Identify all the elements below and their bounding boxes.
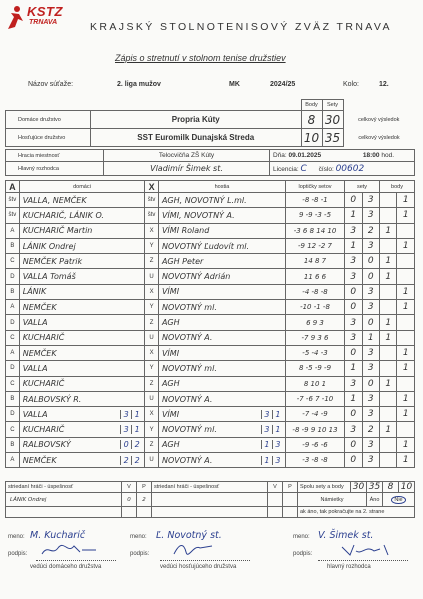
home-body: 8: [301, 111, 322, 129]
home-player: NEMČEK: [19, 300, 144, 315]
guest-point: [397, 315, 415, 330]
home-sets: 3: [345, 376, 362, 391]
time-unit: hod.: [381, 152, 394, 159]
set-scores: -4 -8 -8: [285, 284, 344, 299]
match-order-guest: U: [145, 453, 159, 468]
set-scores: 14 8 7: [285, 254, 344, 269]
match-order-home: A: [6, 300, 20, 315]
match-order-home: B: [6, 284, 20, 299]
competition-group: MK: [229, 81, 240, 88]
guest-player: NOVOTNÝ ml.: [158, 361, 285, 376]
home-sets: 1: [345, 238, 362, 253]
set-scores: 9 -9 -3 -5: [285, 208, 344, 223]
referee-signature: [170, 540, 220, 558]
guest-player-summary: [261, 425, 283, 434]
match-row: [6, 269, 415, 284]
match-row: [6, 361, 415, 376]
guest-leader-name-label: meno:: [293, 534, 310, 540]
total-home-points: 8: [383, 482, 399, 493]
set-scores: -8 -8 -1: [285, 193, 344, 208]
set-scores: 11 6 6: [285, 269, 344, 284]
guest-sets: 3: [362, 361, 379, 376]
referee-sign-line: [160, 560, 250, 561]
organization-title: KRAJSKÝ STOLNOTENISOVÝ ZVÄZ TRNAVA: [90, 21, 392, 33]
match-row: [6, 391, 415, 406]
guest-point: [397, 330, 415, 345]
match-order-home: D: [6, 269, 20, 284]
col-sety-result: sety: [345, 181, 380, 193]
venue: Telocvičňa ZŠ Kúty: [104, 150, 270, 162]
home-v-label: V: [122, 482, 137, 493]
home-result-label: celkový výsledok: [358, 116, 400, 123]
referee-name: Vladimír Šimek st.: [104, 162, 270, 176]
total-home-sets: 30: [351, 482, 367, 493]
match-row: [6, 437, 415, 452]
set-scores: -7 -6 7 -10: [285, 391, 344, 406]
guest-sets: 1: [362, 330, 379, 345]
home-sets: 3: [345, 269, 362, 284]
home-player: RALBOVSKÝ 0 2: [19, 437, 144, 452]
match-row: [6, 330, 415, 345]
home-sets: 0: [345, 437, 362, 452]
home-player: KUCHARIČ, LÁNIK O.: [19, 208, 144, 223]
total-guest-sets: 35: [367, 482, 383, 493]
match-order-guest: U: [145, 330, 159, 345]
home-sets: 3: [345, 422, 362, 437]
match-row: [6, 376, 415, 391]
home-player-wins: 3: [120, 410, 131, 419]
referee-sign-name: Ľ. Novotný st.: [156, 530, 222, 541]
home-point: [379, 238, 396, 253]
match-order-home: D: [6, 407, 20, 422]
match-order-guest: Z: [145, 254, 159, 269]
total-guest-points: 10: [399, 482, 415, 493]
guest-sets: 3: [362, 407, 379, 422]
home-player-summary: [120, 410, 142, 419]
guest-player: AGH 1 3: [158, 437, 285, 452]
referee-label: Hlavný rozhodca: [6, 162, 104, 176]
guest-point: [397, 422, 415, 437]
home-point: [379, 208, 396, 223]
match-row: [6, 453, 415, 468]
number-label: číslo:: [318, 165, 334, 173]
guest-sign-label: podpis:: [293, 551, 313, 557]
match-order-home: A: [6, 453, 20, 468]
time: 18:00: [362, 152, 380, 159]
guest-player: NOVOTNÝ Adrián: [158, 269, 285, 284]
referee-sign-label: podpis:: [130, 551, 150, 557]
home-player: KUCHARIČ 3 1: [19, 422, 144, 437]
guest-player: AGH: [158, 315, 285, 330]
home-player-wins: 2: [120, 456, 131, 465]
form-subtitle: Zápis o stretnutí v stolnom tenise družstiev: [115, 53, 286, 63]
home-team: Propria Kúty: [91, 111, 302, 129]
guest-player: NOVOTNÝ A. 1 3: [158, 453, 285, 468]
guest-player: NOVOTNÝ ml. 3 1: [158, 422, 285, 437]
col-domaci: domáci: [19, 181, 144, 193]
set-scores: -3 6 8 14 10: [285, 223, 344, 238]
set-scores: -7 9 3 6: [285, 330, 344, 345]
match-row: [6, 238, 415, 253]
round-label: Kolo:: [343, 81, 359, 88]
home-sign-line: [36, 560, 116, 561]
set-scores: -9 -6 -6: [285, 437, 344, 452]
logo-main: KSTZ: [27, 4, 63, 19]
guest-body: 10: [301, 129, 322, 147]
guest-point: 1: [397, 193, 415, 208]
home-point: 1: [379, 422, 396, 437]
home-player: VALLA, NEMČEK: [19, 193, 144, 208]
kstz-logo: [5, 5, 77, 35]
home-sets: 3: [345, 223, 362, 238]
home-player: VALLA: [19, 361, 144, 376]
match-order-guest: Y: [145, 422, 159, 437]
home-point: [379, 391, 396, 406]
guest-player: VÍMI, NOVOTNÝ A.: [158, 208, 285, 223]
home-point: 1: [379, 254, 396, 269]
home-p-label: P: [137, 482, 152, 493]
home-sets: 3: [345, 254, 362, 269]
home-player: KUCHARIČ: [19, 376, 144, 391]
guest-sets: 3: [362, 300, 379, 315]
totals-label: Spolu sety a body: [298, 482, 351, 493]
guest-player-summary: [261, 440, 283, 449]
matches-table: [5, 180, 415, 468]
player-silhouette-icon: [5, 5, 27, 31]
home-player-losses: 1: [131, 425, 142, 434]
home-sets: 3: [345, 315, 362, 330]
set-scores: -5 -4 -3: [285, 345, 344, 360]
match-order-guest: Z: [145, 315, 159, 330]
set-scores: -10 -1 -8: [285, 300, 344, 315]
match-order-home: C: [6, 376, 20, 391]
home-leader-signature: [40, 542, 100, 558]
set-scores: 8 -5 -9 -9: [285, 361, 344, 376]
guest-sets: 3: [362, 345, 379, 360]
home-sets: 0: [345, 284, 362, 299]
protest-no: Nie: [383, 493, 415, 507]
set-scores: 6 9 3: [285, 315, 344, 330]
match-order-home: C: [6, 254, 20, 269]
match-order-guest: štv: [145, 208, 159, 223]
home-player: LÁNIK: [19, 284, 144, 299]
home-player-summary: [120, 456, 142, 465]
home-player: VALLA 3 1: [19, 407, 144, 422]
guest-point: 1: [397, 208, 415, 223]
set-scores: -3 -8 -8: [285, 453, 344, 468]
substitutes-table: [5, 481, 415, 518]
home-point: [379, 284, 396, 299]
guest-point: [397, 269, 415, 284]
guest-sets: 3: [362, 391, 379, 406]
match-order-guest: štv: [145, 193, 159, 208]
guest-leader-signature: [340, 541, 400, 559]
match-row: [6, 208, 415, 223]
col-a: A: [6, 181, 20, 193]
guest-point: 1: [397, 391, 415, 406]
match-order-guest: X: [145, 345, 159, 360]
match-row: [6, 345, 415, 360]
col-x: X: [145, 181, 159, 193]
home-sets: 0: [345, 300, 362, 315]
guest-leader-caption: vedúci hosťujúceho družstva: [160, 564, 237, 570]
guest-player-losses: 1: [272, 410, 283, 419]
home-player: KUCHARIČ Martin: [19, 223, 144, 238]
match-order-home: štv: [6, 193, 20, 208]
home-player-losses: 2: [131, 456, 142, 465]
guest-player-wins: 3: [261, 425, 272, 434]
guest-point: 1: [397, 407, 415, 422]
protest-note: ak áno, tak pokračujte na 2. strane: [298, 507, 415, 518]
guest-sets: 3: [362, 238, 379, 253]
home-point: [379, 361, 396, 376]
guest-point: 1: [397, 300, 415, 315]
home-point: 1: [379, 315, 396, 330]
home-sets: 3: [345, 330, 362, 345]
guest-sign-line: [318, 560, 408, 561]
match-order-home: B: [6, 391, 20, 406]
guest-sets: 2: [362, 223, 379, 238]
home-sets: 1: [345, 361, 362, 376]
match-order-guest: X: [145, 284, 159, 299]
guest-point: 1: [397, 361, 415, 376]
referee-number: 00602: [335, 163, 365, 174]
guest-sets: 3: [362, 208, 379, 223]
guest-sets: 0: [362, 376, 379, 391]
guest-leader-name: V. Šimek st.: [318, 530, 374, 541]
set-scores: -9 12 -2 7: [285, 238, 344, 253]
teams-table: [5, 99, 415, 147]
guest-point: [397, 223, 415, 238]
col-body-result: body: [379, 181, 414, 193]
set-scores: -7 -4 -9: [285, 407, 344, 422]
home-leader-name: M. Kucharič: [30, 530, 86, 541]
guest-player-wins: 3: [261, 410, 272, 419]
guest-player: VÍMI: [158, 345, 285, 360]
guest-sets: 3: [362, 284, 379, 299]
home-point: [379, 407, 396, 422]
home-player: KUCHARIČ: [19, 330, 144, 345]
home-player-summary: [120, 440, 142, 449]
guest-player-summary: [261, 456, 283, 465]
home-point: [379, 345, 396, 360]
match-row: [6, 300, 415, 315]
date: 09.01.2025: [288, 152, 322, 159]
season: 2024/25: [270, 81, 296, 88]
match-row: [6, 223, 415, 238]
match-row: [6, 422, 415, 437]
guest-player: NOVOTNÝ A.: [158, 330, 285, 345]
home-player: NEMČEK 2 2: [19, 453, 144, 468]
licence: C: [300, 163, 307, 174]
competition-label: Názov súťaže:: [28, 81, 74, 88]
competition-name: 2. liga mužov: [117, 81, 161, 88]
match-order-guest: U: [145, 269, 159, 284]
home-player: VALLA: [19, 315, 144, 330]
home-point: [379, 437, 396, 452]
match-order-guest: Z: [145, 376, 159, 391]
home-substitute-p: 2: [137, 493, 152, 507]
match-order-home: A: [6, 345, 20, 360]
home-sety: 30: [322, 111, 343, 129]
guest-v-label: V: [268, 482, 283, 493]
home-player: NEMČEK: [19, 345, 144, 360]
home-player-losses: 1: [131, 410, 142, 419]
match-order-home: A: [6, 223, 20, 238]
round: 12.: [379, 81, 389, 88]
guest-point: 1: [397, 453, 415, 468]
home-substitute: LÁNIK Ondrej: [6, 493, 122, 507]
set-scores: -8 -9 9 10 13: [285, 422, 344, 437]
home-leader-name-label: meno:: [8, 534, 25, 540]
home-point: [379, 453, 396, 468]
guest-point: [397, 254, 415, 269]
home-player-losses: 2: [131, 440, 142, 449]
guest-result-label: celkový výsledok: [358, 134, 400, 141]
home-point: 1: [379, 330, 396, 345]
guest-player: AGH Peter: [158, 254, 285, 269]
set-scores: 8 10 1: [285, 376, 344, 391]
home-sign-label: podpis:: [8, 551, 28, 557]
guest-player: AGH, NOVOTNÝ L.ml.: [158, 193, 285, 208]
guest-sets: 3: [362, 193, 379, 208]
match-row: [6, 254, 415, 269]
guest-team-label: Hosťujúce družstvo: [6, 129, 91, 147]
home-substitute-v: 0: [122, 493, 137, 507]
match-order-home: D: [6, 315, 20, 330]
match-order-home: štv: [6, 208, 20, 223]
col-body: Body: [301, 100, 322, 111]
guest-team: SST Euromilk Dunajská Streda: [91, 129, 302, 147]
home-team-label: Domáce družstvo: [6, 111, 91, 129]
logo-sub: TRNAVA: [29, 19, 58, 26]
guest-sets: 3: [362, 437, 379, 452]
guest-player: NOVOTNÝ Ľudovít ml.: [158, 238, 285, 253]
home-point: 1: [379, 269, 396, 284]
home-player: VALLA Tomáš: [19, 269, 144, 284]
match-order-guest: U: [145, 391, 159, 406]
match-order-guest: X: [145, 407, 159, 422]
match-row: [6, 407, 415, 422]
home-point: 1: [379, 376, 396, 391]
date-label: Dňa:: [273, 152, 287, 159]
col-sety: Sety: [322, 100, 343, 111]
guest-player: VÍMI: [158, 284, 285, 299]
guest-point: [397, 376, 415, 391]
guest-player: NOVOTNÝ ml.: [158, 300, 285, 315]
guest-p-label: P: [283, 482, 298, 493]
venue-table: [5, 149, 415, 176]
guest-point: 1: [397, 437, 415, 452]
home-leader-caption: vedúci domáceho družstva: [30, 564, 102, 570]
guest-sets: 0: [362, 254, 379, 269]
home-player-wins: 0: [120, 440, 131, 449]
match-order-home: B: [6, 437, 20, 452]
guest-sets: 0: [362, 315, 379, 330]
guest-player: VÍMI 3 1: [158, 407, 285, 422]
protest-yes: Áno: [367, 493, 383, 507]
home-sets: 0: [345, 453, 362, 468]
match-order-guest: Y: [145, 300, 159, 315]
home-sets: 0: [345, 193, 362, 208]
guest-player: AGH: [158, 376, 285, 391]
home-sets: 0: [345, 407, 362, 422]
home-sets: 0: [345, 345, 362, 360]
guest-sets: 3: [362, 453, 379, 468]
venue-label: Hracia miestnosť: [6, 150, 104, 162]
guest-player-losses: 1: [272, 425, 283, 434]
home-player: LÁNIK Ondrej: [19, 238, 144, 253]
guest-player-summary: [261, 410, 283, 419]
guest-point: 1: [397, 238, 415, 253]
guest-point: 1: [397, 345, 415, 360]
referee-caption: hlavný rozhodca: [327, 564, 371, 570]
match-order-guest: Y: [145, 361, 159, 376]
guest-sets: 0: [362, 269, 379, 284]
guest-player-losses: 3: [272, 456, 283, 465]
guest-player: NOVOTNÝ A.: [158, 391, 285, 406]
match-order-home: C: [6, 422, 20, 437]
guest-player-wins: 1: [261, 456, 272, 465]
home-sets: 1: [345, 208, 362, 223]
match-order-guest: Z: [145, 437, 159, 452]
match-order-guest: Y: [145, 238, 159, 253]
guest-player: VÍMI Roland: [158, 223, 285, 238]
home-point: [379, 300, 396, 315]
match-order-home: D: [6, 361, 20, 376]
home-player-summary: [120, 425, 142, 434]
match-order-guest: X: [145, 223, 159, 238]
col-sets: loptičky setov: [285, 181, 344, 193]
home-player: NEMČEK Patrik: [19, 254, 144, 269]
protest-label: Námietky: [298, 493, 367, 507]
home-point: [379, 193, 396, 208]
match-row: [6, 193, 415, 208]
guest-player-losses: 3: [272, 440, 283, 449]
guest-sety: 35: [322, 129, 343, 147]
home-player-wins: 3: [120, 425, 131, 434]
col-hostia: hostia: [158, 181, 285, 193]
guest-player-wins: 1: [261, 440, 272, 449]
match-order-home: C: [6, 330, 20, 345]
referee-name-label: meno:: [130, 534, 147, 540]
match-row: [6, 315, 415, 330]
guest-substitutes-label: striedaní hráči - úspešnosť: [152, 482, 268, 493]
licence-label: Licencia:: [273, 165, 299, 173]
guest-sets: 2: [362, 422, 379, 437]
guest-point: 1: [397, 284, 415, 299]
home-point: 1: [379, 223, 396, 238]
home-sets: 1: [345, 391, 362, 406]
match-order-home: B: [6, 238, 20, 253]
home-player: RALBOVSKÝ R.: [19, 391, 144, 406]
home-substitutes-label: striedaní hráči - úspešnosť: [6, 482, 122, 493]
match-row: [6, 284, 415, 299]
